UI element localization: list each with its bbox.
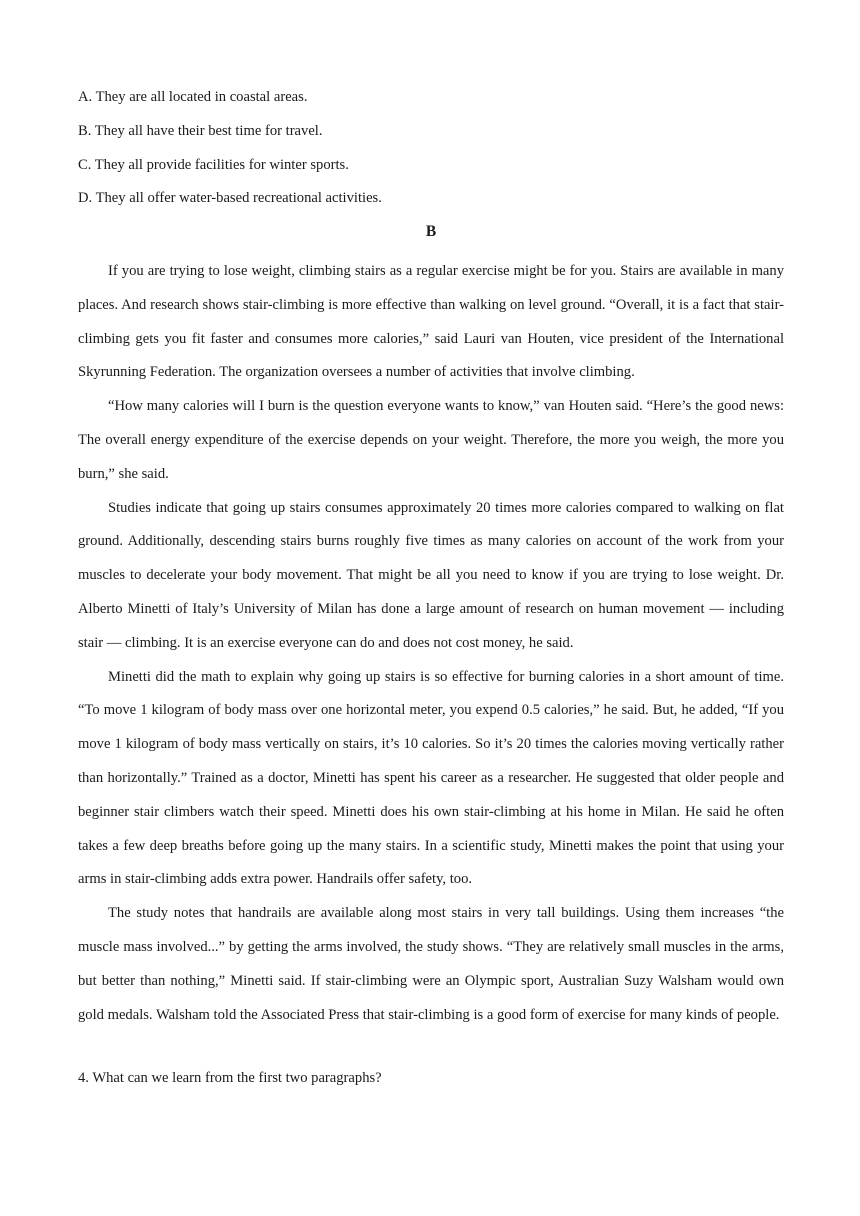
paragraph-3: Studies indicate that going up stairs consumes approximately 20 times more calories compared to walking on flat ground. Additionally, descending stairs burns roughly five times as many calories on account of the work from your muscles to decelerate your body movement. That might be all you need to know if you are trying to lose weight. Dr. Alberto Minetti of Italy’s University of Milan has done a large amount of research on human movement — including stair — climbing. It is an exercise everyone can do and does not cost money, he said. xyxy=(78,499,784,651)
option-b: B. They all have their best time for travel. xyxy=(78,123,323,139)
paragraph-4: Minetti did the math to explain why going up stairs is so effective for burning calories in a short amount of time. “To move 1 kilogram of body mass over one horizontal meter, you expend 0.5 calories,” he said. But, he added, “If you move 1 kilogram of body mass vertically on stairs, it’s 10 calories. So it’s 20 times the calories moving vertically rather than horizontally.” Trained as a doctor, Minetti has spent his career as a researcher. He suggested that older people and beginner stair climbers watch their speed. Minetti does his own stair-climbing at his home in Milan. He said he often takes a few deep breaths before going up the many stairs. In a scientific study, Minetti makes the point that using your arms in stair-climbing adds extra power. Handrails offer safety, too. xyxy=(78,668,784,888)
paragraph-2: “How many calories will I burn is the question everyone wants to know,” van Houten said. “Here’s the good news: The overall energy expenditure of the exercise depends on your weight. Therefore, the more you weigh, the more you burn,” she said. xyxy=(78,398,784,482)
option-a: A. They are all located in coastal areas. xyxy=(78,89,308,105)
paragraph-5: The study notes that handrails are available along most stairs in very tall buildings. Using them increases “the muscle mass involved...” by getting the arms involved, the study shows. “They are relatively small muscles in the arms, but better than nothing,” Minetti said. If stair-climbing were an Olympic sport, Australian Suzy Walsham would own gold medals. Walsham told the Associated Press that stair-climbing is a good form of exercise for many kinds of people. xyxy=(78,905,784,1023)
paragraph-1: If you are trying to lose weight, climbing stairs as a regular exercise might be for you. Stairs are available in many places. And research shows stair-climbing is more effective than walking on level ground. “Overall, it is a fact that stair-climbing gets you fit faster and consumes more calories,” said Lauri van Houten, vice president of the International Skyrunning Federation. The organization oversees a number of activities that involve climbing. xyxy=(78,263,784,381)
section-heading: B xyxy=(425,223,437,240)
option-c: C. They all provide facilities for winter sports. xyxy=(78,157,349,173)
passage xyxy=(78,255,784,1032)
question-4: 4. What can we learn from the first two paragraphs? xyxy=(78,1070,382,1086)
option-d: D. They all offer water-based recreational activities. xyxy=(78,190,382,206)
